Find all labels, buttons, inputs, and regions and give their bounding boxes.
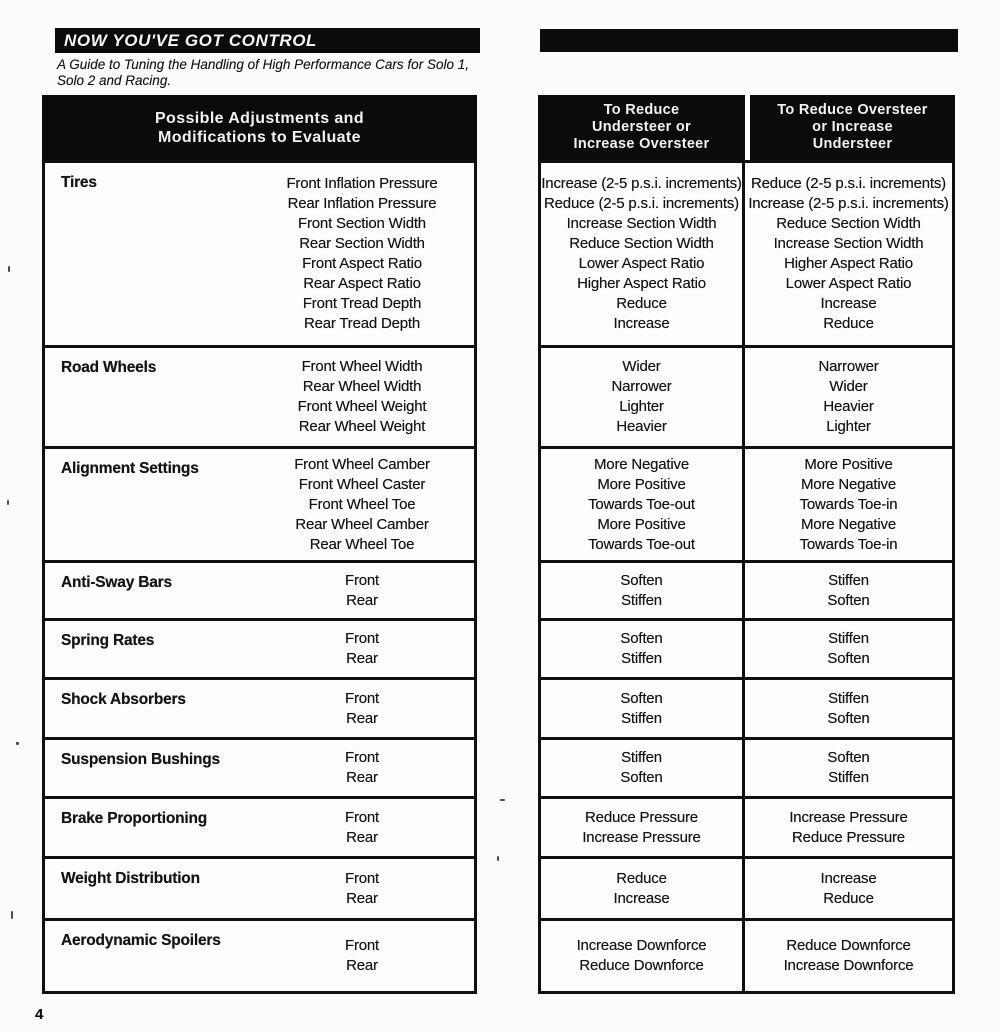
table-row xyxy=(541,918,952,991)
text-line: More Negative xyxy=(801,515,896,533)
text-line: Front Section Width xyxy=(298,215,426,232)
table-row xyxy=(541,446,952,560)
text-line: Front xyxy=(344,937,379,954)
text-line: Towards Toe-out xyxy=(588,495,695,513)
text-line: Towards Toe-out xyxy=(588,535,695,553)
text-line: Increase Pressure xyxy=(789,808,908,826)
reduce-oversteer-cell xyxy=(745,563,952,618)
table-row xyxy=(541,796,952,856)
text-line: Increase xyxy=(613,315,670,332)
text-line: Rear Wheel Camber xyxy=(295,515,429,533)
text-line: Front Tread Depth xyxy=(302,295,422,312)
table-row xyxy=(541,345,952,446)
text-line: Front xyxy=(344,808,379,826)
table-row xyxy=(45,918,474,991)
text-line: Increase xyxy=(820,869,877,887)
reduce-oversteer-cell xyxy=(745,449,952,560)
text-line: Stiffen xyxy=(621,650,662,667)
text-line: Rear xyxy=(346,889,378,907)
category-label: Anti-Sway Bars xyxy=(61,574,172,591)
text-line: Reduce xyxy=(823,889,874,907)
adjustments-table-body xyxy=(42,160,477,994)
category-label: Weight Distribution xyxy=(61,870,200,887)
scan-speck xyxy=(500,799,505,801)
text-line: Soften xyxy=(827,749,870,766)
table-row xyxy=(541,560,952,618)
table-row xyxy=(45,677,474,737)
table-row xyxy=(45,796,474,856)
table-row xyxy=(541,618,952,677)
page-title: NOW YOU'VE GOT CONTROL xyxy=(64,30,318,50)
table-row xyxy=(45,856,474,918)
text-line: Front xyxy=(344,630,379,647)
text-line: To Reduce xyxy=(603,102,680,118)
text-line: Front Aspect Ratio xyxy=(302,255,422,272)
category-label: Aerodynamic Spoilers xyxy=(61,932,221,949)
text-line: Heavier xyxy=(616,418,667,435)
text-line: Front xyxy=(344,869,379,887)
reduce-understeer-cell xyxy=(541,680,745,737)
reduce-oversteer-cell xyxy=(745,163,952,345)
text-line: Rear xyxy=(346,709,378,727)
text-line: Reduce Section Width xyxy=(569,235,714,252)
text-line: Modifications to Evaluate xyxy=(158,128,361,146)
text-line: Rear xyxy=(346,957,378,974)
text-line: More Negative xyxy=(801,475,896,493)
category-label: Brake Proportioning xyxy=(61,810,208,827)
text-line: Increase xyxy=(613,889,670,907)
text-line: Lighter xyxy=(619,398,664,415)
table-row xyxy=(45,737,474,796)
table-row xyxy=(541,163,952,345)
text-line: Soften xyxy=(827,591,870,609)
text-line: Rear xyxy=(346,650,378,667)
table-row xyxy=(541,737,952,796)
reduce-oversteer-header xyxy=(750,95,955,160)
title-banner xyxy=(55,28,480,53)
text-line: Higher Aspect Ratio xyxy=(577,275,706,292)
text-line: Understeer or xyxy=(592,119,691,135)
text-line: Front Wheel Toe xyxy=(308,495,416,513)
table-row xyxy=(45,560,474,618)
category-items xyxy=(250,740,474,796)
text-line: Stiffen xyxy=(621,591,662,609)
text-line: Front xyxy=(344,571,379,589)
text-line: Wider xyxy=(622,358,661,375)
text-line: Stiffen xyxy=(828,630,869,647)
category-items xyxy=(250,449,474,560)
reduce-oversteer-cell xyxy=(745,621,952,677)
text-line: Stiffen xyxy=(828,689,869,707)
text-line: More Negative xyxy=(594,455,689,473)
reduce-oversteer-cell xyxy=(745,348,952,446)
category-items xyxy=(250,348,474,446)
scan-speck xyxy=(8,266,10,272)
reduce-understeer-header xyxy=(538,95,745,160)
text-line: Heavier xyxy=(823,398,874,415)
category-label: Alignment Settings xyxy=(61,460,199,477)
text-line: Reduce (2-5 p.s.i. increments) xyxy=(751,175,946,192)
text-line: Reduce Pressure xyxy=(585,808,698,826)
reduce-understeer-cell xyxy=(541,163,745,345)
text-line: Front Wheel Weight xyxy=(297,398,427,415)
text-line: Increase Pressure xyxy=(582,828,701,846)
text-line: Front Wheel Camber xyxy=(294,455,430,473)
effects-table xyxy=(538,95,955,994)
text-line: More Positive xyxy=(597,475,686,493)
table-row xyxy=(45,345,474,446)
reduce-oversteer-cell xyxy=(745,859,952,918)
text-line: Front xyxy=(344,749,379,766)
text-line: Soften xyxy=(620,630,663,647)
text-line: Rear Wheel Weight xyxy=(298,418,426,435)
adjustments-table-header xyxy=(42,95,477,160)
text-line: Increase Downforce xyxy=(576,937,707,954)
category-label: Spring Rates xyxy=(61,632,155,649)
text-line: Rear Tread Depth xyxy=(303,315,421,332)
reduce-oversteer-cell xyxy=(745,799,952,856)
text-line: Soften xyxy=(827,709,870,727)
reduce-oversteer-cell xyxy=(745,680,952,737)
text-line: Narrower xyxy=(818,358,879,375)
reduce-understeer-cell xyxy=(541,859,745,918)
text-line: Towards Toe-in xyxy=(799,535,898,553)
category-label: Suspension Bushings xyxy=(61,751,220,768)
category-items xyxy=(250,921,474,991)
table-row xyxy=(45,618,474,677)
scan-speck xyxy=(16,742,19,745)
text-line: or Increase xyxy=(812,119,893,135)
page-number: 4 xyxy=(35,1006,44,1023)
text-line: Front Wheel Width xyxy=(301,358,423,375)
text-line: Increase (2-5 p.s.i. increments) xyxy=(748,195,949,212)
reduce-understeer-cell xyxy=(541,799,745,856)
text-line: Soften xyxy=(620,689,663,707)
category-items xyxy=(250,563,474,618)
text-line: A Guide to Tuning the Handling of High Performance Cars for Solo 1, xyxy=(57,57,469,72)
reduce-understeer-cell xyxy=(541,740,745,796)
text-line: Narrower xyxy=(611,378,672,395)
text-line: Towards Toe-in xyxy=(799,495,898,513)
text-line: Lower Aspect Ratio xyxy=(785,275,912,292)
reduce-understeer-cell xyxy=(541,348,745,446)
text-line: Soften xyxy=(620,571,663,589)
reduce-understeer-cell xyxy=(541,621,745,677)
text-line: Rear Aspect Ratio xyxy=(303,275,421,292)
scan-speck xyxy=(11,911,13,919)
text-line: Lighter xyxy=(826,418,871,435)
scan-speck xyxy=(497,856,499,861)
text-line: To Reduce Oversteer xyxy=(777,102,928,118)
text-line: Front Inflation Pressure xyxy=(286,175,438,192)
subtitle xyxy=(57,57,507,88)
text-line: Wider xyxy=(829,378,868,395)
text-line: Reduce Downforce xyxy=(579,957,704,974)
text-line: Soften xyxy=(620,769,663,786)
category-label: Tires xyxy=(61,174,97,191)
category-items xyxy=(250,799,474,856)
text-line: Increase (2-5 p.s.i. increments) xyxy=(541,175,742,192)
text-line: Reduce Downforce xyxy=(786,937,911,954)
text-line: Stiffen xyxy=(621,749,662,766)
text-line: Front Wheel Caster xyxy=(298,475,426,493)
table-row xyxy=(541,856,952,918)
text-line: Reduce Section Width xyxy=(776,215,921,232)
text-line: More Positive xyxy=(804,455,893,473)
text-line: More Positive xyxy=(597,515,686,533)
text-line: Increase Section Width xyxy=(773,235,924,252)
text-line: Increase Section Width xyxy=(566,215,717,232)
text-line: Reduce xyxy=(823,315,874,332)
text-line: Higher Aspect Ratio xyxy=(784,255,913,272)
table-row xyxy=(45,163,474,345)
text-line: Rear Wheel Width xyxy=(302,378,422,395)
text-line: Reduce xyxy=(616,869,667,887)
text-line: Rear Section Width xyxy=(299,235,425,252)
category-items xyxy=(250,163,474,345)
table-row xyxy=(541,677,952,737)
text-line: Increase Oversteer xyxy=(573,136,710,152)
text-line: Reduce xyxy=(616,295,667,312)
text-line: Stiffen xyxy=(828,571,869,589)
text-line: Reduce (2-5 p.s.i. increments) xyxy=(544,195,739,212)
text-line: Rear xyxy=(346,591,378,609)
text-line: Increase xyxy=(820,295,877,312)
text-line: Reduce Pressure xyxy=(792,828,905,846)
category-label: Shock Absorbers xyxy=(61,691,186,708)
category-label: Road Wheels xyxy=(61,359,157,376)
reduce-oversteer-cell xyxy=(745,740,952,796)
text-line: Rear Wheel Toe xyxy=(309,535,415,553)
reduce-understeer-cell xyxy=(541,921,745,991)
category-items xyxy=(250,680,474,737)
decorative-black-bar xyxy=(540,29,958,52)
table-row xyxy=(45,446,474,560)
text-line: Stiffen xyxy=(828,769,869,786)
category-items xyxy=(250,621,474,677)
text-line: Soften xyxy=(827,650,870,667)
text-line: Lower Aspect Ratio xyxy=(578,255,705,272)
text-line: Rear Inflation Pressure xyxy=(287,195,437,212)
text-line: Front xyxy=(344,689,379,707)
text-line: Increase Downforce xyxy=(783,957,914,974)
reduce-understeer-cell xyxy=(541,449,745,560)
effects-table-headers xyxy=(538,95,955,160)
scan-speck xyxy=(7,500,9,505)
text-line: Stiffen xyxy=(621,709,662,727)
reduce-oversteer-cell xyxy=(745,921,952,991)
text-line: Rear xyxy=(346,769,378,786)
text-line: Solo 2 and Racing. xyxy=(57,72,172,88)
text-line: Possible Adjustments and xyxy=(154,109,365,127)
text-line: Understeer xyxy=(812,136,893,152)
category-items xyxy=(250,859,474,918)
reduce-understeer-cell xyxy=(541,563,745,618)
effects-table-body xyxy=(538,160,955,994)
text-line: Rear xyxy=(346,828,378,846)
adjustments-table xyxy=(42,95,477,994)
